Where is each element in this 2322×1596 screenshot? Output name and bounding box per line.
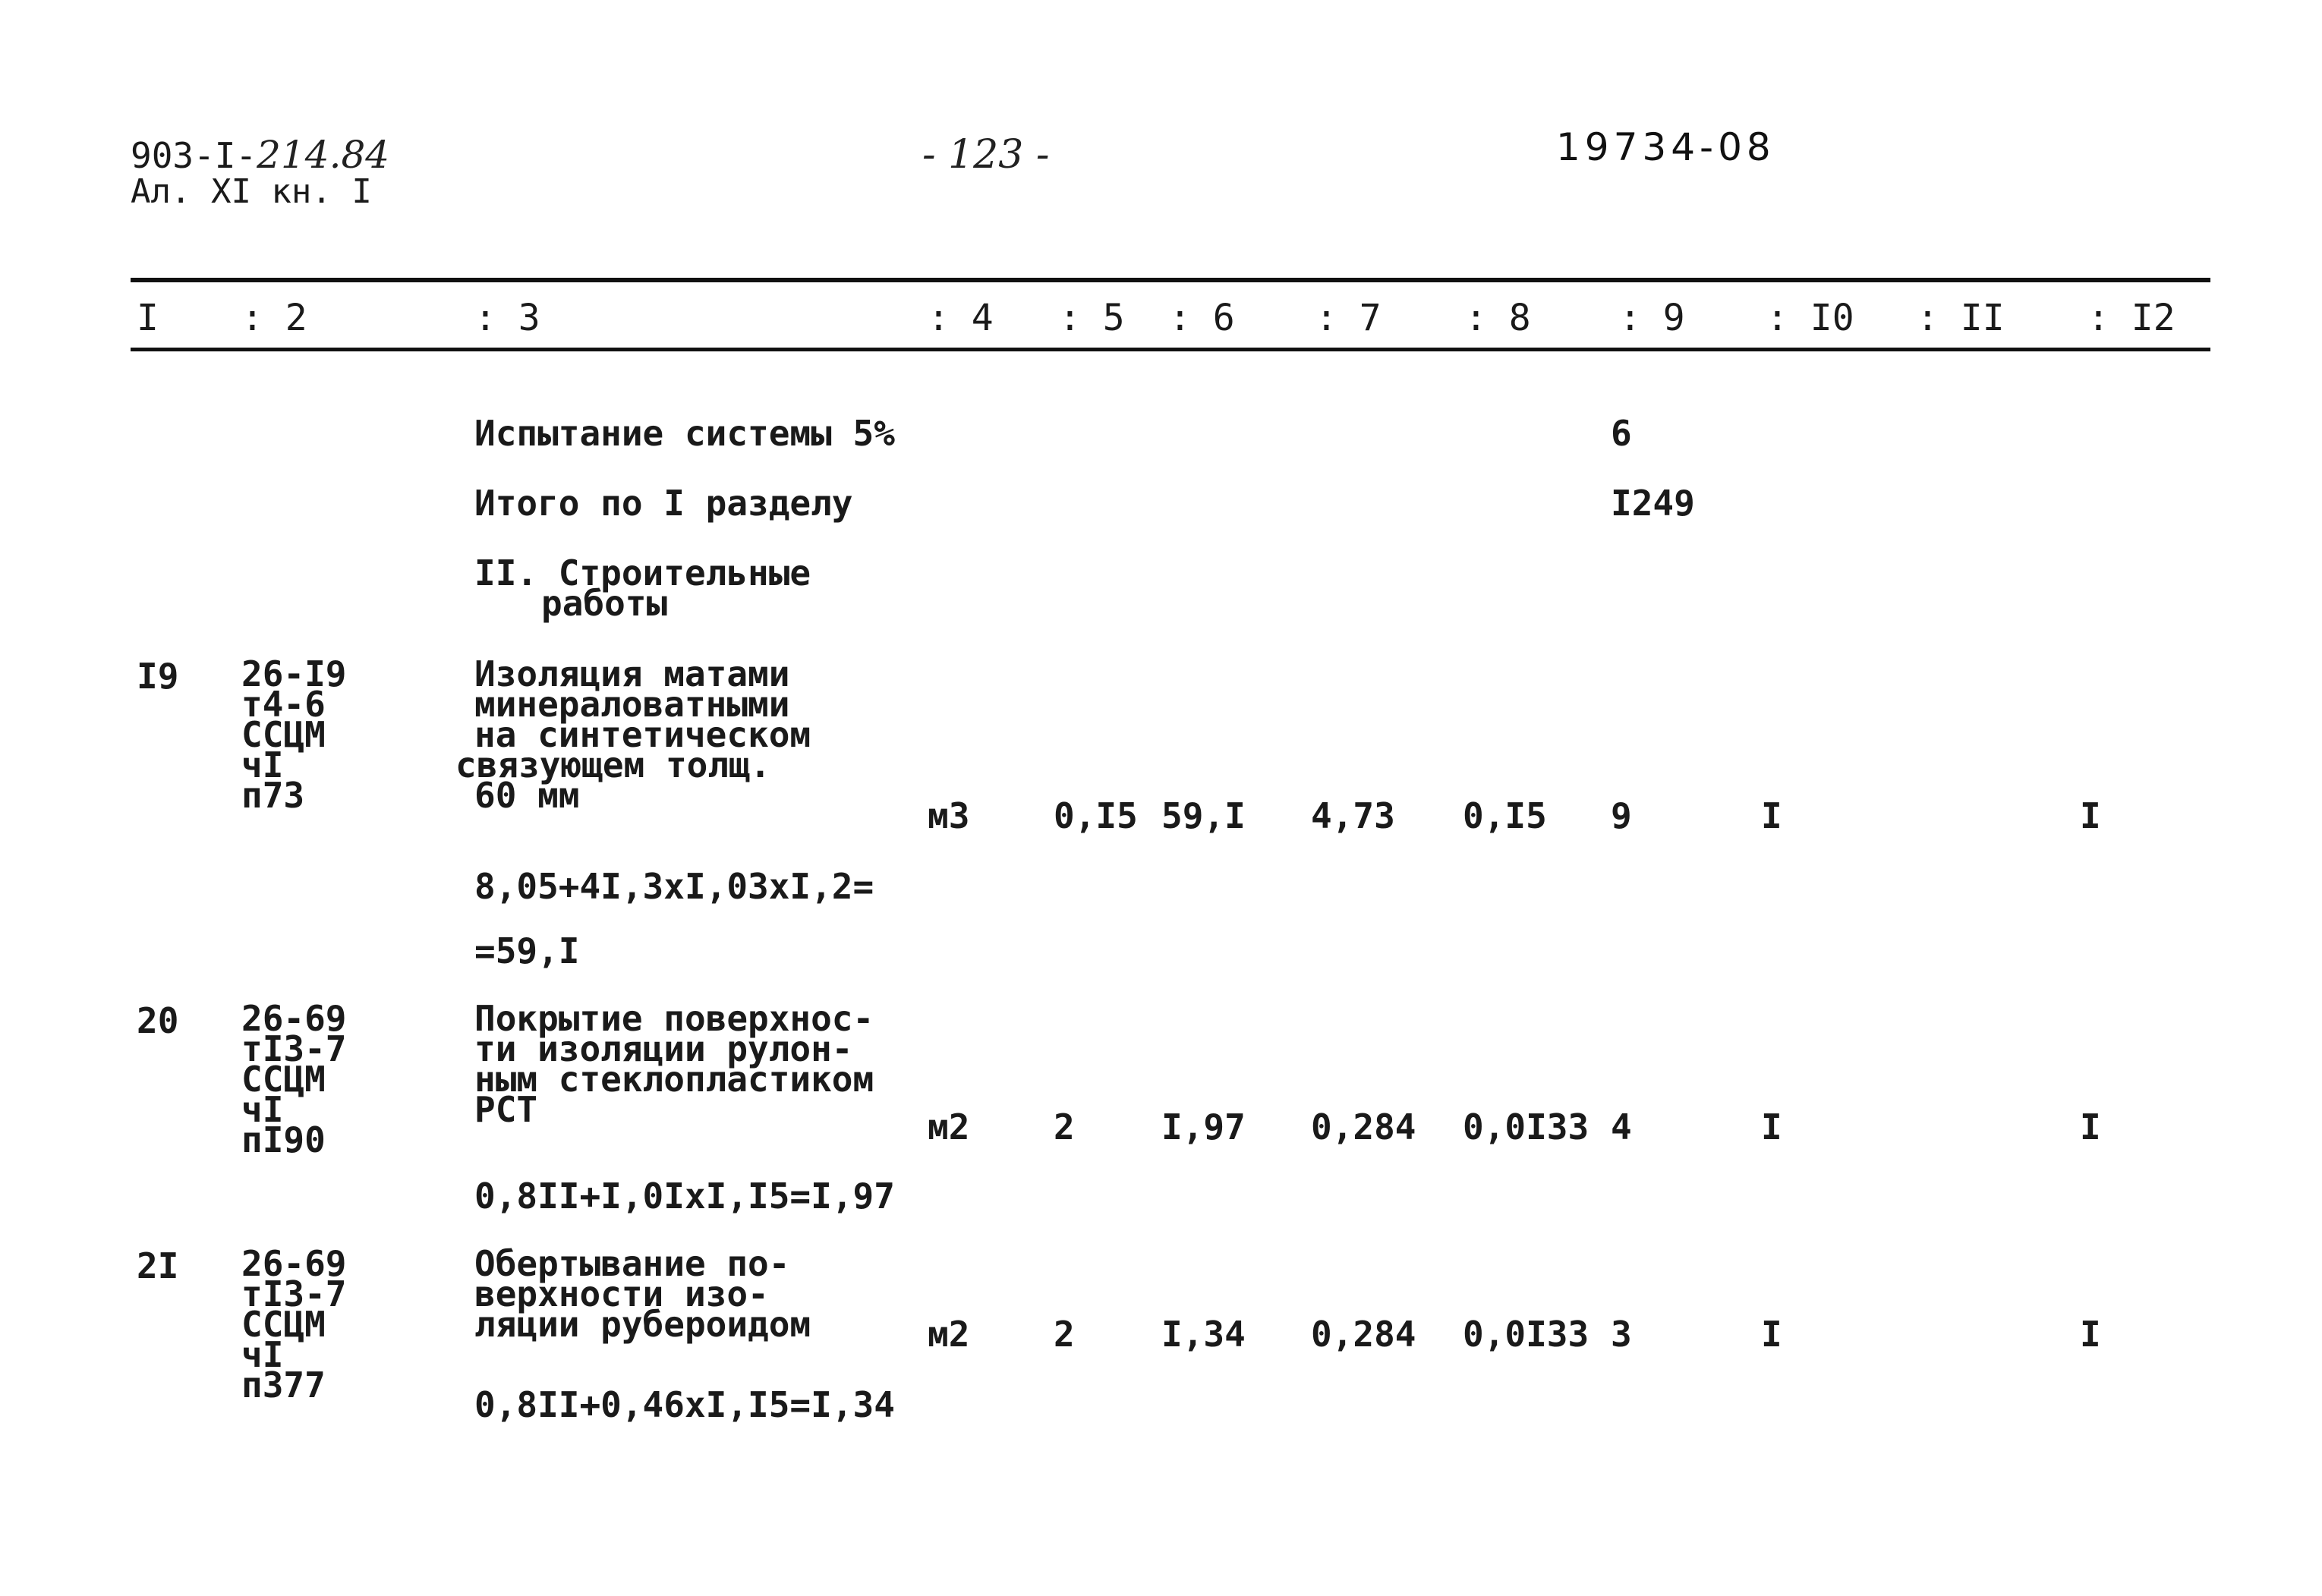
row20-col5: 2: [1054, 1106, 1075, 1147]
row20-code-line: 26-69: [241, 998, 347, 1039]
row21-code: [241, 1243, 347, 1406]
col-header-12: : I2: [2087, 297, 2175, 339]
row19-number: I9: [137, 656, 179, 697]
row21-desc-line: верхности изо-: [474, 1273, 769, 1314]
col-header-1: I: [137, 297, 159, 339]
col-header-5: : 5: [1059, 297, 1125, 339]
row20-description: [474, 998, 874, 1130]
row21-code-line: 26-69: [241, 1243, 347, 1284]
col-header-3: : 3: [474, 297, 540, 339]
row19-col8: 0,I5: [1463, 795, 1547, 836]
row19-code: [241, 653, 347, 816]
row20-desc-line: ным стеклопластиком: [474, 1059, 874, 1100]
row20-col6: I,97: [1161, 1106, 1246, 1147]
row20-code-line: пI90: [241, 1119, 326, 1160]
row20-code-line: ССЦМ: [241, 1059, 326, 1100]
row21-col9: 3: [1611, 1314, 1632, 1355]
document-code: [131, 135, 389, 175]
document-code-prefix: 903-I-: [131, 135, 257, 176]
section-title: [474, 552, 811, 624]
row20-col8: 0,0I33: [1463, 1106, 1589, 1147]
document-code-handwritten: 214.84: [257, 133, 390, 177]
row20-desc-line: Покрытие поверхнос-: [474, 998, 874, 1039]
row21-col8: 0,0I33: [1463, 1314, 1589, 1355]
row19-desc-line: 60 мм: [474, 775, 580, 816]
row21-col5: 2: [1054, 1314, 1075, 1355]
row20-col7: 0,284: [1311, 1106, 1416, 1147]
row20-number: 20: [137, 1000, 179, 1041]
row19-col10: I: [1761, 795, 1782, 836]
row19-code-line: 26-I9: [241, 653, 347, 694]
row20-col12: I: [2080, 1106, 2101, 1147]
col-header-11: : II: [1917, 297, 2005, 339]
col-header-4: : 4: [928, 297, 994, 339]
test-row-col9: 6: [1611, 413, 1632, 454]
row19-code-line: т4-6: [241, 684, 326, 725]
row19-desc-line: Изоляция матами: [474, 653, 790, 694]
col-header-6: : 6: [1169, 297, 1235, 339]
row19-col5: 0,I5: [1054, 795, 1138, 836]
row19-desc-line: минераловатными: [474, 684, 790, 725]
row20-code: [241, 998, 347, 1160]
row21-col10: I: [1761, 1314, 1782, 1355]
row21-col7: 0,284: [1311, 1314, 1416, 1355]
test-row-text: Испытание системы 5%: [474, 413, 895, 454]
row20-col9: 4: [1611, 1106, 1632, 1147]
row20-code-line: чI: [241, 1089, 284, 1130]
album-line: Ал. XI кн. I: [131, 172, 372, 211]
row21-code-line: чI: [241, 1334, 284, 1375]
row21-unit: м2: [928, 1314, 970, 1355]
row21-number: 2I: [137, 1245, 179, 1286]
header-top-rule: [131, 278, 2210, 282]
row20-desc-line: РСТ: [474, 1089, 538, 1130]
row20-calc-line1: 0,8II+I,0IxI,I5=I,97: [474, 1176, 895, 1217]
page-number: - 123 -: [922, 132, 1050, 178]
row21-calc-line1: 0,8II+0,46xI,I5=I,34: [474, 1384, 895, 1425]
row20-desc-line: ти изоляции рулон-: [474, 1028, 853, 1069]
row19-desc-line: на синтетическом: [474, 714, 811, 755]
row21-col12: I: [2080, 1314, 2101, 1355]
row19-col7: 4,73: [1311, 795, 1395, 836]
row19-unit: м3: [928, 795, 970, 836]
row19-col12: I: [2080, 795, 2101, 836]
total-row-text: Итого по I разделу: [474, 483, 853, 524]
row19-code-line: п73: [241, 775, 305, 816]
row19-code-line: ССЦМ: [241, 714, 326, 755]
row19-col9: 9: [1611, 795, 1632, 836]
row19-calc-line2: =59,I: [474, 930, 580, 971]
row20-code-line: тI3-7: [241, 1028, 347, 1069]
col-header-8: : 8: [1465, 297, 1531, 339]
row20-unit: м2: [928, 1106, 970, 1147]
row21-col6: I,34: [1161, 1314, 1246, 1355]
section-title-line2: работы: [541, 583, 668, 624]
section-title-line1: II. Строительные: [474, 552, 811, 593]
row21-code-line: ССЦМ: [241, 1304, 326, 1345]
row19-description: [455, 653, 811, 816]
stamp-number: 19734-08: [1556, 125, 1775, 169]
row19-code-line: чI: [241, 744, 284, 785]
row20-col10: I: [1761, 1106, 1782, 1147]
row21-code-line: п377: [241, 1365, 326, 1406]
row21-description: [474, 1243, 811, 1345]
col-header-7: : 7: [1315, 297, 1382, 339]
row21-code-line: тI3-7: [241, 1273, 347, 1314]
row19-desc-line: связующем толщ.: [455, 744, 771, 785]
row21-desc-line: Обертывание по-: [474, 1243, 790, 1284]
row21-desc-line: ляции рубероидом: [474, 1304, 811, 1345]
col-header-9: : 9: [1619, 297, 1685, 339]
row19-calc-line1: 8,05+4I,3xI,03xI,2=: [474, 866, 874, 907]
col-header-2: : 2: [241, 297, 307, 339]
header-bottom-rule: [131, 348, 2210, 351]
col-header-10: : I0: [1766, 297, 1854, 339]
total-row-col9: I249: [1611, 483, 1695, 524]
row19-col6: 59,I: [1161, 795, 1246, 836]
